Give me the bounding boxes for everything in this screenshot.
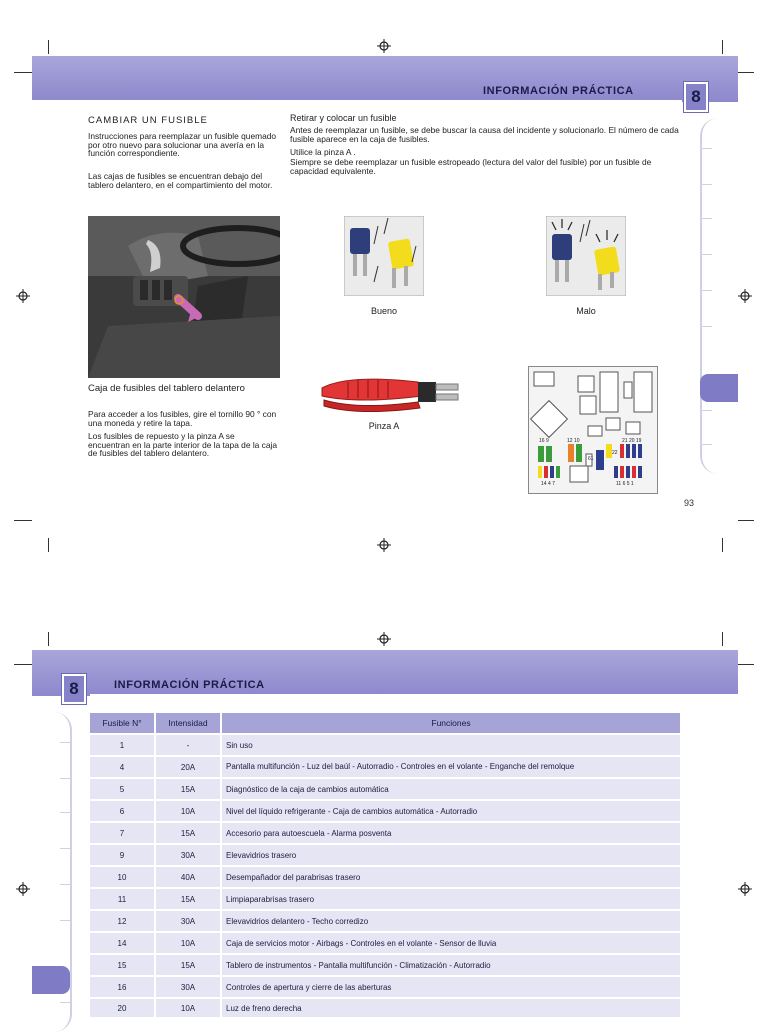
registration-mark-icon	[738, 289, 752, 303]
pliers-image	[318, 370, 462, 416]
amperage-cell: 15A	[156, 779, 220, 799]
fusebox-photo	[88, 216, 280, 378]
fuse-number-cell: 11	[90, 889, 154, 909]
fuse-number-cell: 20	[90, 999, 154, 1017]
registration-mark-icon	[377, 538, 391, 552]
functions-cell: Desempañador del parabrisas trasero	[222, 867, 680, 887]
crop-mark	[738, 520, 754, 521]
fuse-number-cell: 14	[90, 933, 154, 953]
crop-mark	[14, 72, 32, 73]
good-fuse-image	[344, 216, 424, 296]
amperage-cell: 15A	[156, 823, 220, 843]
table-row	[90, 757, 680, 777]
good-fuse-caption: Bueno	[370, 306, 398, 316]
crop-mark	[722, 40, 723, 54]
registration-mark-icon	[16, 289, 30, 303]
spare-paragraph: Los fusibles de repuesto y la pinza A se encuentran en la parte interior de la tapa de la caja de fusibles del tablero delantero.	[88, 431, 278, 459]
fuse-number-cell: 6	[90, 801, 154, 821]
fusebox-label: 12 10	[567, 438, 580, 444]
fuse-table	[88, 711, 682, 1019]
functions-cell: Tablero de instrumentos - Pantalla multifunción - Climatización - Autorradio	[222, 955, 680, 975]
registration-mark-icon	[738, 882, 752, 896]
table-row	[90, 801, 680, 821]
amperage-cell: 10A	[156, 801, 220, 821]
amperage-cell: 40A	[156, 867, 220, 887]
page-title: INFORMACIÓN PRÁCTICA	[114, 679, 265, 691]
subsection-heading: Retirar y colocar un fusible	[290, 113, 397, 123]
functions-cell: Caja de servicios motor - Airbags - Controles en el volante - Sensor de lluvia	[222, 933, 680, 953]
fuse-number-cell: 15	[90, 955, 154, 975]
functions-cell: Elevavidrios trasero	[222, 845, 680, 865]
crop-mark	[14, 664, 32, 665]
pliers-caption: Pinza A	[368, 421, 400, 431]
table-row	[90, 889, 680, 909]
header-rule	[32, 100, 682, 102]
fuse-number-cell: 1	[90, 735, 154, 755]
amperage-cell: 10A	[156, 999, 220, 1017]
fuse-number-cell: 12	[90, 911, 154, 931]
functions-cell: Limpiaparabrisas trasero	[222, 889, 680, 909]
fuse-number-cell: 4	[90, 757, 154, 777]
fuse-number-cell: 16	[90, 977, 154, 997]
column-header: Intensidad	[156, 713, 220, 733]
table-row	[90, 735, 680, 755]
column-header: Funciones	[222, 713, 680, 733]
amperage-cell: 15A	[156, 889, 220, 909]
header-rule	[90, 694, 738, 696]
side-tab-active[interactable]	[700, 374, 738, 402]
registration-mark-icon	[377, 632, 391, 646]
fusebox-label: 22	[612, 450, 618, 456]
column-header: Fusible N°	[90, 713, 154, 733]
functions-cell: Accesorio para autoescuela - Alarma posventa	[222, 823, 680, 843]
page-title: INFORMACIÓN PRÁCTICA	[483, 85, 634, 97]
chapter-number: 8	[62, 674, 86, 704]
table-row	[90, 911, 680, 931]
crop-mark	[48, 40, 49, 54]
table-row	[90, 779, 680, 799]
fusebox-label: 11 6 5 1	[616, 481, 634, 487]
functions-cell: Elevavidrios delantero - Techo corredizo	[222, 911, 680, 931]
table-row	[90, 845, 680, 865]
amperage-cell: -	[156, 735, 220, 755]
table-row	[90, 933, 680, 953]
replace-paragraph: Siempre se debe reemplazar un fusible estropeado (lectura del valor del fusible) por un fusible de capacidad equivalente.	[290, 157, 652, 176]
side-tab-active[interactable]	[32, 966, 70, 994]
chapter-number: 8	[684, 82, 708, 112]
amperage-cell: 10A	[156, 933, 220, 953]
table-row	[90, 823, 680, 843]
table-row	[90, 955, 680, 975]
crop-mark	[14, 520, 32, 521]
registration-mark-icon	[377, 39, 391, 53]
fusebox-diagram	[528, 366, 658, 494]
crop-mark	[738, 664, 754, 665]
location-paragraph: Las cajas de fusibles se encuentran debajo del tablero delantero, en el compartimiento del motor.	[88, 171, 273, 190]
amperage-cell: 30A	[156, 845, 220, 865]
crop-mark	[738, 72, 754, 73]
table-row	[90, 977, 680, 997]
fusebox-label: 14 4 7	[541, 481, 555, 487]
photo-caption: Caja de fusibles del tablero delantero	[88, 383, 245, 394]
fuse-number-cell: 9	[90, 845, 154, 865]
crop-mark	[722, 538, 723, 552]
amperage-cell: 15A	[156, 955, 220, 975]
fuse-number-cell: 5	[90, 779, 154, 799]
functions-cell: Diagnóstico de la caja de cambios automática	[222, 779, 680, 799]
crop-mark	[722, 632, 723, 646]
functions-cell: Luz de freno derecha	[222, 999, 680, 1017]
fusebox-label: 61	[588, 456, 594, 462]
amperage-cell: 20A	[156, 757, 220, 777]
functions-cell: Controles de apertura y cierre de las aberturas	[222, 977, 680, 997]
registration-mark-icon	[16, 882, 30, 896]
fuse-number-cell: 7	[90, 823, 154, 843]
access-paragraph: Para acceder a los fusibles, gire el tornillo 90 ° con una moneda y retire la tapa.	[88, 409, 277, 428]
crop-mark	[48, 632, 49, 646]
functions-cell: Nivel del líquido refrigerante - Caja de cambios automática - Autorradio	[222, 801, 680, 821]
cause-paragraph: Antes de reemplazar un fusible, se debe buscar la causa del incidente y solucionarlo. El número de cada fusible aparece en la caja de fusibles.	[290, 125, 679, 144]
functions-cell: Pantalla multifunción - Luz del baúl - Autorradio - Controles en el volante - Enganche del remolque	[222, 757, 680, 777]
table-row	[90, 867, 680, 887]
functions-cell: Sin uso	[222, 735, 680, 755]
side-tab-strip	[700, 118, 740, 474]
fusebox-label: 16 9	[539, 438, 549, 444]
table-row	[90, 999, 680, 1017]
intro-paragraph: Instrucciones para reemplazar un fusible quemado por otro nuevo para solucionar una avería en la función correspondiente.	[88, 131, 277, 159]
blown-fuse-image	[546, 216, 626, 296]
page-number: 93	[684, 498, 695, 508]
blown-fuse-caption: Malo	[576, 306, 596, 316]
amperage-cell: 30A	[156, 911, 220, 931]
pliers-paragraph: Utilice la pinza A .	[290, 147, 356, 157]
fusebox-label: 21 20 19	[622, 438, 642, 444]
crop-mark	[48, 538, 49, 552]
fuse-number-cell: 10	[90, 867, 154, 887]
amperage-cell: 30A	[156, 977, 220, 997]
section-heading: CAMBIAR UN FUSIBLE	[88, 115, 208, 126]
